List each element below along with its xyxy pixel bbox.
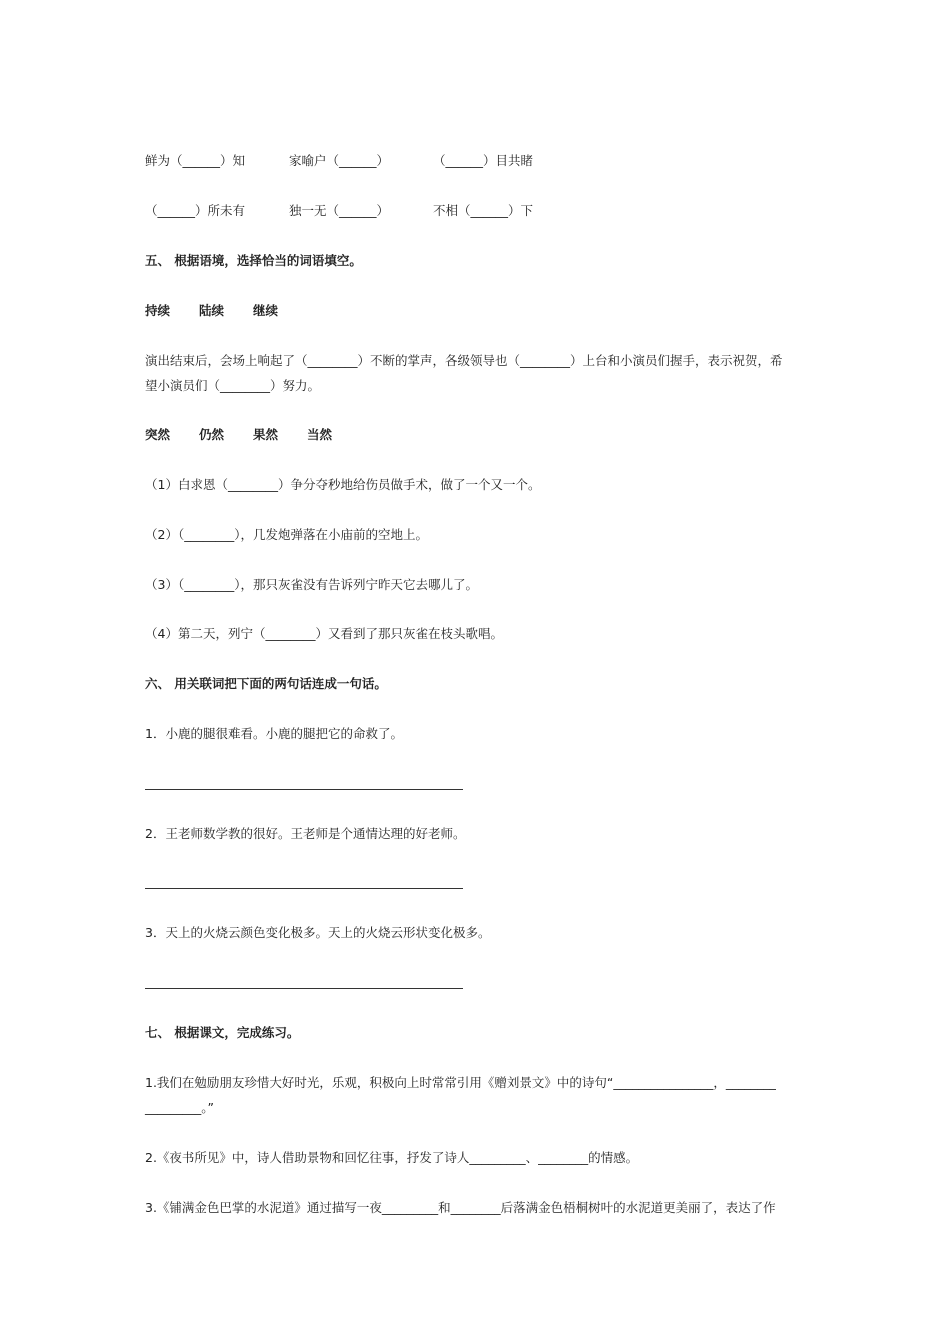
list-item: 2．王老师数学教的很好。王老师是个通情达理的好老师。	[145, 826, 466, 841]
idiom-blank-4: （______）所未有	[145, 203, 246, 218]
list-item: 1．小鹿的腿很难看。小鹿的腿把它的命救了。	[145, 726, 403, 741]
list-item: （2）（________），几发炮弹落在小庙前的空地上。	[145, 527, 428, 542]
section6-heading: 六、 用关联词把下面的两句话连成一句话。	[145, 676, 387, 691]
word-option: 突然	[145, 427, 171, 442]
word-option: 当然	[307, 427, 333, 442]
section7-heading: 七、 根据课文，完成练习。	[145, 1025, 300, 1040]
list-item: 2.《夜书所见》中，诗人借助景物和回忆往事，抒发了诗人_________、________的情感。	[145, 1150, 639, 1165]
section5-heading: 五、 根据语境，选择恰当的词语填空。	[145, 253, 362, 268]
list-item: （1）白求恩（________）争分夺秒地给伤员做手术，做了一个又一个。	[145, 477, 541, 492]
idiom-blank-5: 独一无（______）	[289, 203, 390, 218]
word-option: 陆续	[199, 303, 225, 318]
list-item: （4）第二天，列宁（________）又看到了那只灰雀在枝头歌唱。	[145, 626, 503, 641]
idiom-blank-1: 鲜为（______）知	[145, 153, 246, 168]
word-option: 仍然	[199, 427, 225, 442]
idiom-blank-6: 不相（______）下	[433, 203, 534, 218]
answer-line[interactable]	[145, 988, 463, 989]
paragraph-line: 1.我们在勉励朋友珍惜大好时光，乐观，积极向上时常常引用《赠刘景文》中的诗句“________________，________	[145, 1075, 776, 1090]
list-item: 3.《铺满金色巴掌的水泥道》通过描写一夜_________和________后落满金色梧桐树叶的水泥道更美丽了，表达了作	[145, 1200, 776, 1215]
answer-line[interactable]	[145, 888, 463, 889]
word-option: 果然	[253, 427, 279, 442]
word-option: 继续	[253, 303, 279, 318]
answer-line[interactable]	[145, 789, 463, 790]
idiom-blank-3: （______）目共睹	[433, 153, 534, 168]
list-item: （3）（________），那只灰雀没有告诉列宁昨天它去哪儿了。	[145, 577, 478, 592]
word-option: 持续	[145, 303, 171, 318]
paragraph-line: _________。”	[145, 1100, 214, 1115]
list-item: 3．天上的火烧云颜色变化极多。天上的火烧云形状变化极多。	[145, 925, 491, 940]
paragraph-line: 望小演员们（________）努力。	[145, 378, 321, 393]
paragraph-line: 演出结束后，会场上响起了（________）不断的掌声，各级领导也（________）上台和小演员们握手，表示祝贺，希	[145, 353, 783, 368]
idiom-blank-2: 家喻户（______）	[289, 153, 390, 168]
